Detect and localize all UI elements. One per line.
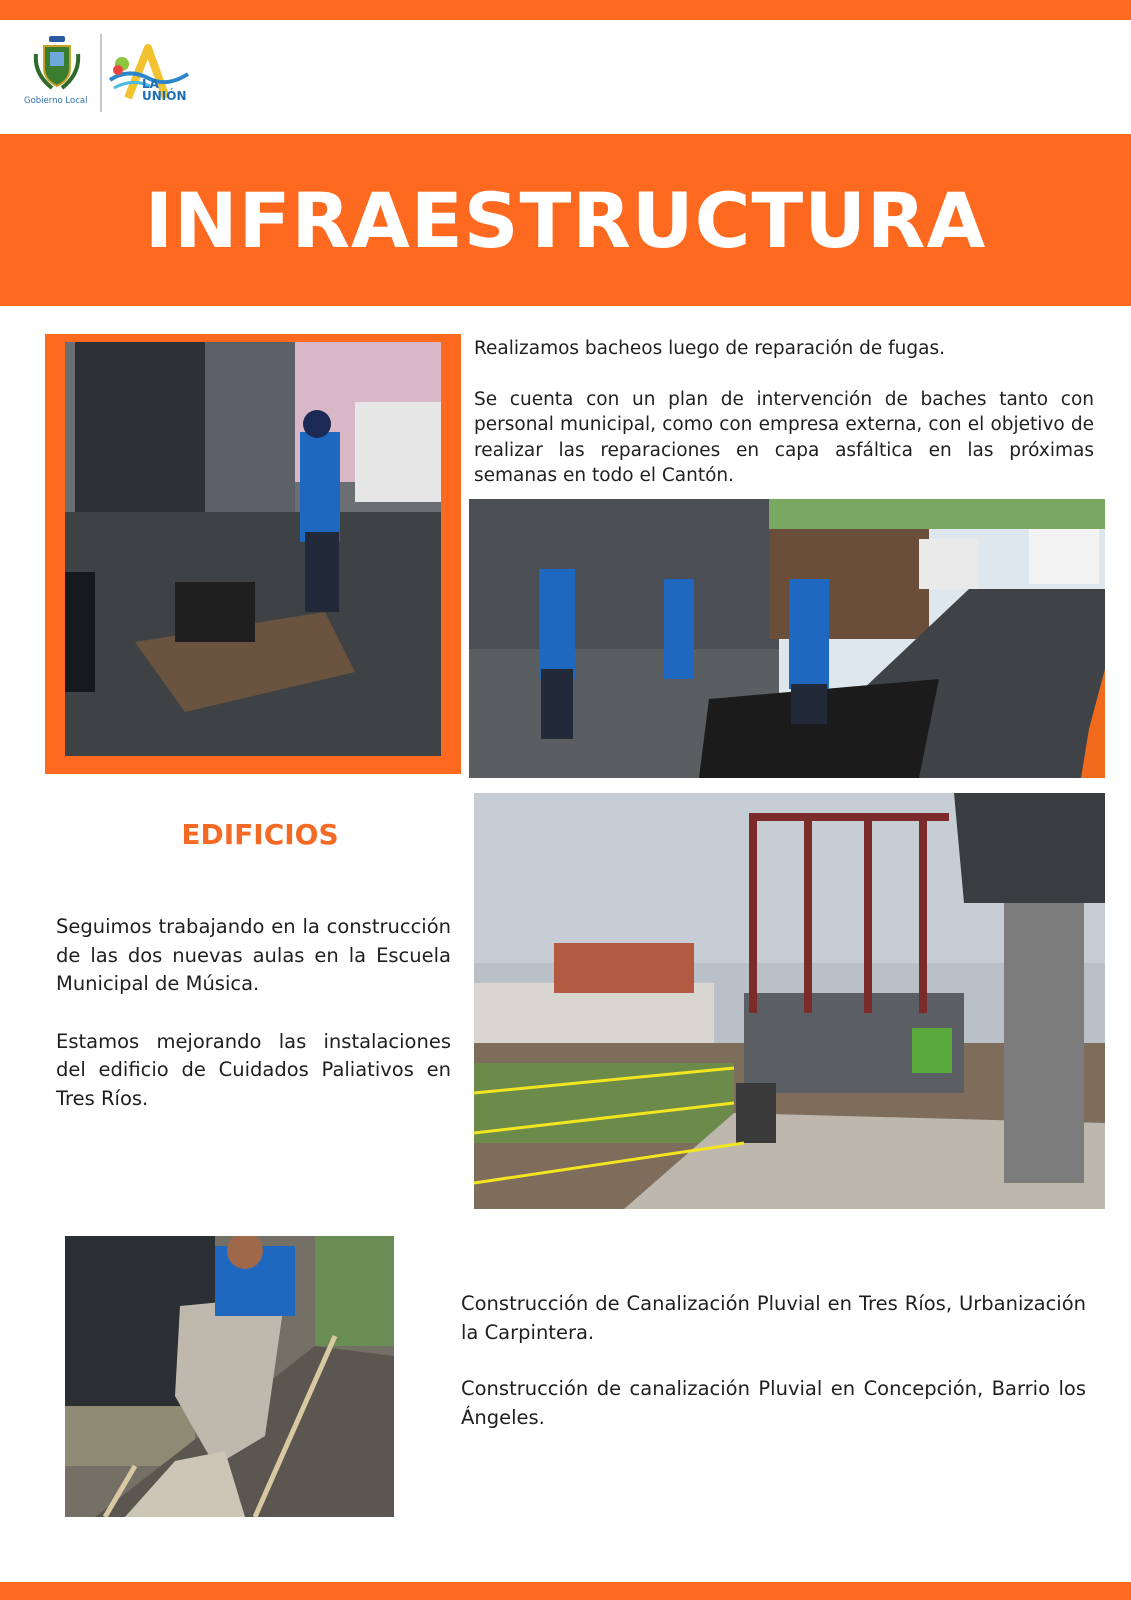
coat-of-arms-icon bbox=[32, 34, 82, 94]
la-union-logo bbox=[108, 40, 208, 110]
pothole-text-block bbox=[474, 336, 1094, 514]
buildings-text-block bbox=[56, 913, 451, 1138]
buildings-paragraph: Estamos mejorando las instalaciones del edificio de Cuidados Paliativos en Tres Ríos. bbox=[56, 1029, 451, 1110]
bottom-accent-bar bbox=[0, 1582, 1131, 1600]
top-accent-bar bbox=[0, 0, 1131, 20]
buildings-paragraph: Seguimos trabajando en la construcción de las dos nuevas aulas en la Escuela Municipal de Música. bbox=[56, 915, 451, 995]
photo-worker-compactor bbox=[65, 342, 441, 756]
drainage-paragraph: Construcción de canalización Pluvial en Concepción, Barrio los Ángeles. bbox=[461, 1377, 1086, 1429]
photo-construction-site bbox=[474, 793, 1105, 1209]
pothole-paragraph: Se cuenta con un plan de intervención de baches tanto con personal municipal, como con empresa externa, con el objetivo de realizar las reparaciones en capa asfáltica en las próximas semanas en todo el Cantón. bbox=[474, 388, 1094, 486]
photo-wheelbarrow-concrete bbox=[65, 1236, 394, 1517]
header-logo bbox=[24, 34, 214, 114]
drainage-paragraph: Construcción de Canalización Pluvial en Tres Ríos, Urbanización la Carpintera. bbox=[461, 1292, 1086, 1344]
logo-right-text: LA UNIÓN bbox=[142, 77, 187, 103]
title-band bbox=[0, 134, 1131, 306]
section-heading-edificios: EDIFICIOS bbox=[181, 818, 339, 851]
pothole-paragraph: Realizamos bacheos luego de reparación de fugas. bbox=[474, 338, 946, 359]
page-title: INFRAESTRUCTURA bbox=[144, 175, 987, 265]
logo-divider bbox=[100, 34, 102, 112]
logo-left-label: Gobierno Local bbox=[24, 96, 88, 106]
drainage-text-block bbox=[461, 1290, 1086, 1457]
photo-street-crew bbox=[469, 499, 1105, 778]
